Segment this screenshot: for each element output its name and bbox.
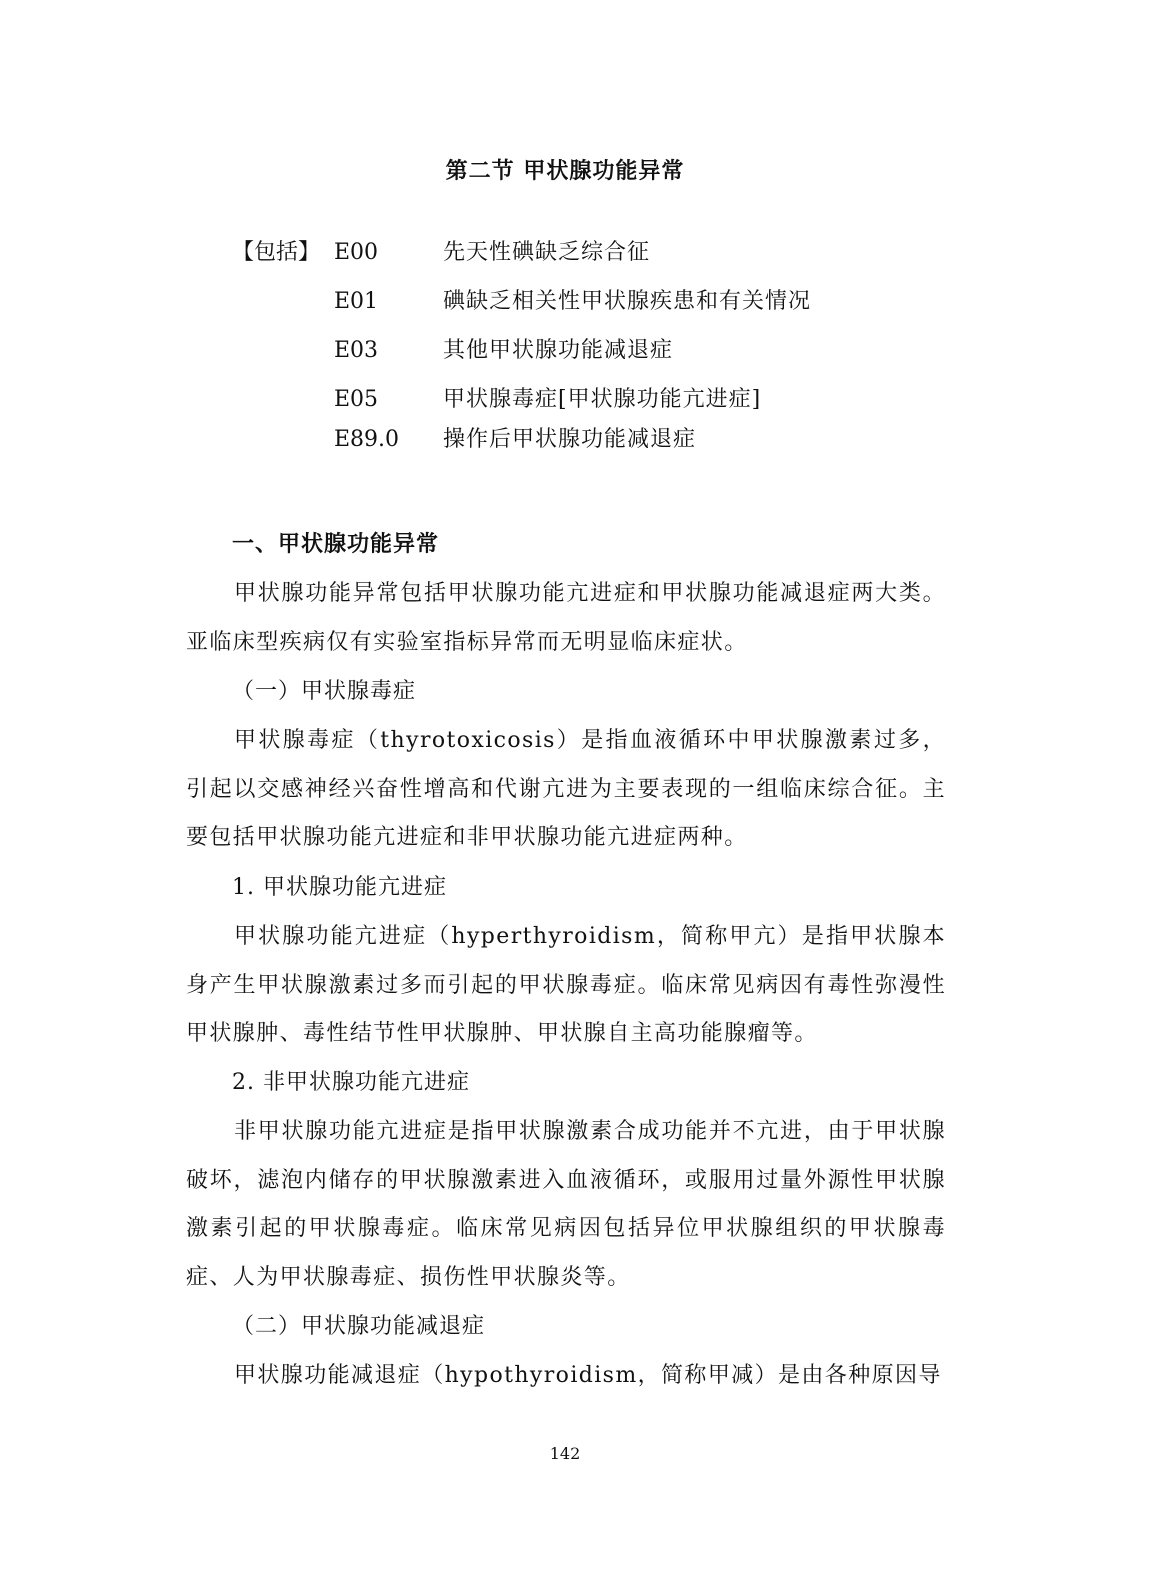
- icd-description: 甲状腺毒症[甲状腺功能亢进症]: [443, 387, 762, 412]
- thyrotoxicosis-paragraph: 甲状腺毒症（thyrotoxicosis）是指血液循环中甲状腺激素过多，引起以交感神经兴奋性增高和代谢亢进为主要表现的一组临床综合征。主要包括甲状腺功能亢进症和非甲状腺功能亢进症两种。: [186, 728, 946, 851]
- subsection-heading: （二）甲状腺功能减退症: [232, 1314, 486, 1339]
- includes-row: [0, 334, 1152, 368]
- icd-description: 操作后甲状腺功能减退症: [443, 427, 697, 452]
- section-heading: 一、甲状腺功能异常: [232, 532, 440, 557]
- section-title: 第二节 甲状腺功能异常: [445, 159, 685, 184]
- includes-row: [0, 423, 1152, 457]
- icd-description: 碘缺乏相关性甲状腺疾患和有关情况: [443, 289, 812, 314]
- item-heading: 2. 非甲状腺功能亢进症: [232, 1070, 470, 1095]
- icd-code: E01: [334, 289, 379, 314]
- includes-row: [0, 383, 1152, 417]
- icd-code: E00: [334, 240, 379, 265]
- icd-description: 先天性碘缺乏综合征: [443, 240, 651, 265]
- page-number: 142: [549, 1444, 581, 1463]
- icd-description: 其他甲状腺功能减退症: [443, 338, 674, 363]
- non-hyperthyroidism-paragraph: 非甲状腺功能亢进症是指甲状腺激素合成功能并不亢进，由于甲状腺破坏，滤泡内储存的甲状腺激素进入血液循环，或服用过量外源性甲状腺激素引起的甲状腺毒症。临床常见病因包括异位甲状腺组织的甲状腺毒症、人为甲状腺毒症、损伤性甲状腺炎等。: [186, 1119, 946, 1290]
- item-heading: 1. 甲状腺功能亢进症: [232, 875, 447, 900]
- includes-label: 【包括】: [232, 240, 321, 265]
- hyperthyroidism-paragraph: 甲状腺功能亢进症（hyperthyroidism，简称甲亢）是指甲状腺本身产生甲状腺激素过多而引起的甲状腺毒症。临床常见病因有毒性弥漫性甲状腺肿、毒性结节性甲状腺肿、甲状腺自主高功能腺瘤等。: [186, 924, 947, 1047]
- icd-code: E89.0: [334, 427, 400, 452]
- hypothyroidism-paragraph: 甲状腺功能减退症（hypothyroidism，简称甲减）是由各种原因导: [234, 1363, 942, 1388]
- subsection-heading: （一）甲状腺毒症: [232, 679, 417, 704]
- includes-row: [0, 236, 1152, 270]
- intro-paragraph: 甲状腺功能异常包括甲状腺功能亢进症和甲状腺功能减退症两大类。亚临床型疾病仅有实验室指标异常而无明显临床症状。: [186, 581, 946, 655]
- includes-row: [0, 285, 1152, 319]
- icd-code: E05: [334, 387, 379, 412]
- icd-code: E03: [334, 338, 379, 363]
